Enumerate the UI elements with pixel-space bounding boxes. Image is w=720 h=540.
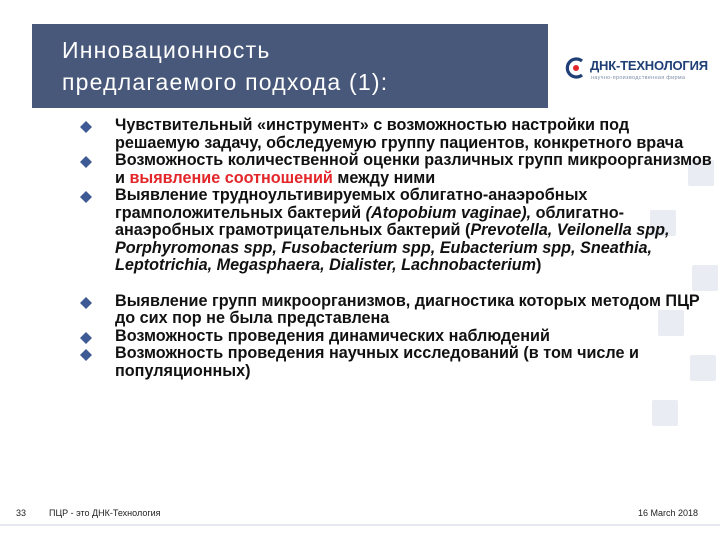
title-line-2: предлагаемого подхода (1): xyxy=(62,69,389,95)
page-number: 33 xyxy=(16,508,27,518)
slide-title xyxy=(62,34,542,98)
bullet-italic-species: (Atopobium vaginae), xyxy=(365,203,532,222)
bullet-text: Возможность количественной оценки различных групп микроорганизмов и xyxy=(115,151,712,187)
logo-mark-icon xyxy=(565,57,587,79)
bullet-item xyxy=(80,187,712,275)
bullet-item xyxy=(80,345,712,380)
bullet-item xyxy=(80,328,712,346)
logo-name: ДНК-ТЕХНОЛОГИЯ xyxy=(590,58,708,73)
bullet-text-end: ) xyxy=(536,256,542,274)
bullet-item xyxy=(80,152,712,187)
bullet-diamond-icon xyxy=(80,332,92,344)
bullet-item xyxy=(80,293,712,328)
bullet-item xyxy=(80,117,712,152)
bullet-text: Чувствительный «инструмент» с возможностью настройки под решаемую задачу, обследуемую группу пациентов, конкретного врача xyxy=(115,116,684,152)
bullet-diamond-icon xyxy=(80,191,92,203)
bullet-text: Выявление трудноультивируемых облигатно-анаэробных грамположительных бактерий xyxy=(115,186,588,222)
bullet-text: Возможность проведения научных исследований (в том числе и популяционных) xyxy=(115,344,639,380)
bullet-diamond-icon xyxy=(80,349,92,361)
bullet-text: Возможность проведения динамических наблюдений xyxy=(115,326,550,345)
footer-date: 16 March 2018 xyxy=(637,508,698,518)
bullet-diamond-icon xyxy=(80,297,92,309)
bullet-highlight: выявление соотношений xyxy=(129,168,333,187)
title-line-1: Инновационность xyxy=(62,37,271,63)
bullet-diamond-icon xyxy=(80,121,92,133)
bullet-diamond-icon xyxy=(80,156,92,168)
footer-text: ПЦР - это ДНК-Технология xyxy=(49,508,161,518)
logo-tagline: научно-производственная фирма xyxy=(591,75,686,81)
bullet-text-mid: облигатно-анаэробных грамотрицательных бактерий ( xyxy=(115,203,625,239)
title-bar xyxy=(32,24,548,108)
bullet-list xyxy=(80,117,712,380)
company-logo xyxy=(565,55,708,85)
bullet-text-tail: между ними xyxy=(332,168,436,187)
footer-divider xyxy=(0,524,720,526)
bullet-italic-species-list: Prevotella, Veilonella spp, Porphyromonas spp, Fusobacterium spp, Eubacterium spp, Sneathia, Leptotrichia, Megasphaera, Dialister, Lachnobacterium xyxy=(115,221,670,274)
bullet-text: Выявление групп микроорганизмов, диагностика которых методом ПЦР до сих пор не была представлена xyxy=(115,291,700,327)
